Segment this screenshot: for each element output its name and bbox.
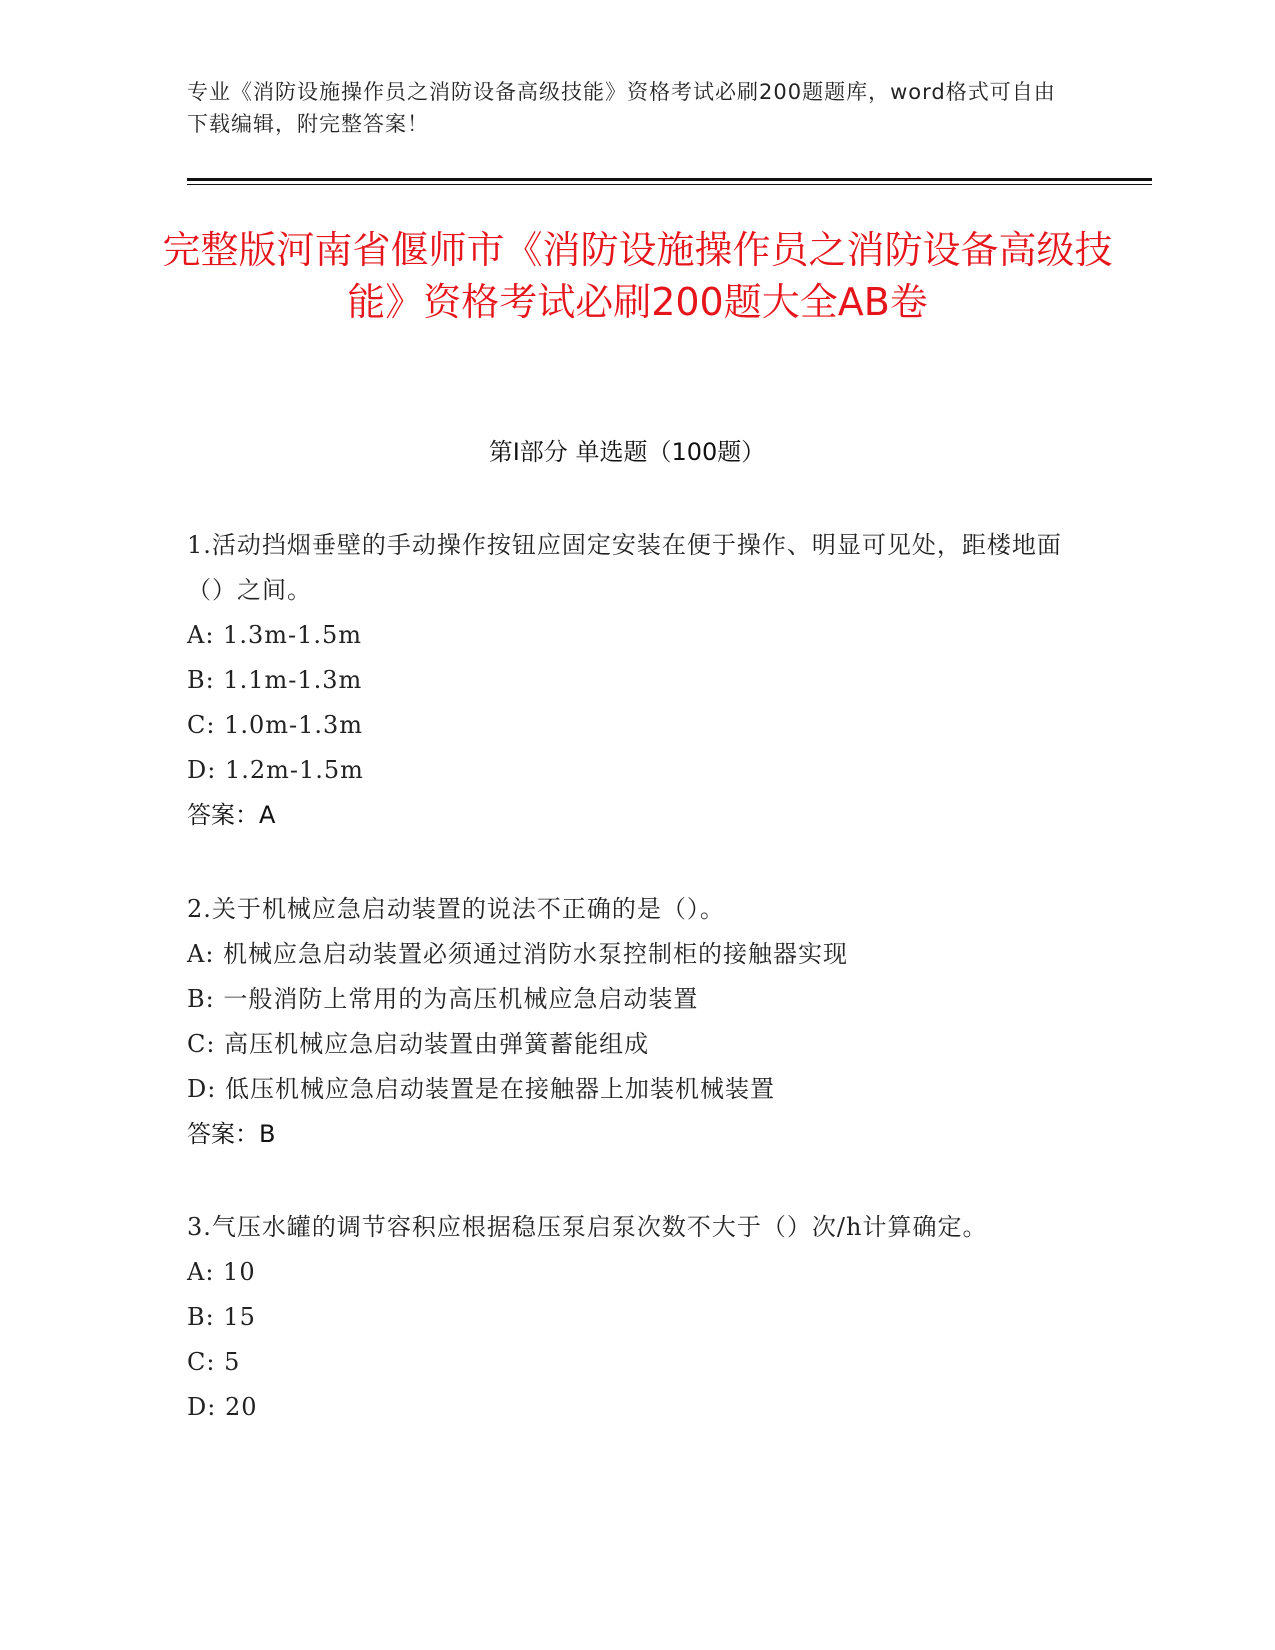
- option-a: A: 机械应急启动装置必须通过消防水泵控制柜的接触器实现: [187, 940, 849, 968]
- question-1: [187, 523, 1067, 838]
- option-a: A: 10: [187, 1258, 256, 1286]
- option-c: C: 5: [187, 1348, 241, 1376]
- question-stem: 2.关于机械应急启动装置的说法不正确的是（）。: [187, 895, 725, 923]
- option-list: [187, 613, 1067, 793]
- answer: 答案：A: [187, 801, 276, 829]
- option-b: B: 1.1m-1.3m: [187, 666, 363, 694]
- question-stem: 1.活动挡烟垂壁的手动操作按钮应固定安装在便于操作、明显可见处，距楼地面（）之间。: [187, 531, 1062, 604]
- option-d: D: 低压机械应急启动装置是在接触器上加装机械装置: [187, 1075, 775, 1103]
- question-3: [187, 1205, 1067, 1430]
- option-list: [187, 1250, 1067, 1430]
- question-stem: 3.气压水罐的调节容积应根据稳压泵启泵次数不大于（）次/h计算确定。: [187, 1213, 988, 1241]
- option-c: C: 高压机械应急启动装置由弹簧蓄能组成: [187, 1030, 650, 1058]
- header-note: 专业《消防设施操作员之消防设备高级技能》资格考试必刷200题题库，word格式可自由下载编辑，附完整答案！: [187, 80, 1056, 136]
- question-2: [187, 887, 1067, 1157]
- header-rule-thin: [187, 184, 1152, 185]
- document-title: 完整版河南省偃师市《消防设施操作员之消防设备高级技能》资格考试必刷200题大全AB卷: [162, 228, 1113, 324]
- option-d: D: 1.2m-1.5m: [187, 756, 364, 784]
- option-b: B: 15: [187, 1303, 256, 1331]
- option-c: C: 1.0m-1.3m: [187, 711, 364, 739]
- option-a: A: 1.3m-1.5m: [187, 621, 363, 649]
- answer: 答案：B: [187, 1120, 276, 1148]
- header-rule-thick: [187, 178, 1152, 181]
- option-d: D: 20: [187, 1393, 258, 1421]
- option-b: B: 一般消防上常用的为高压机械应急启动装置: [187, 985, 699, 1013]
- option-list: [187, 932, 1067, 1112]
- section-title: 第I部分 单选题（100题）: [488, 438, 766, 466]
